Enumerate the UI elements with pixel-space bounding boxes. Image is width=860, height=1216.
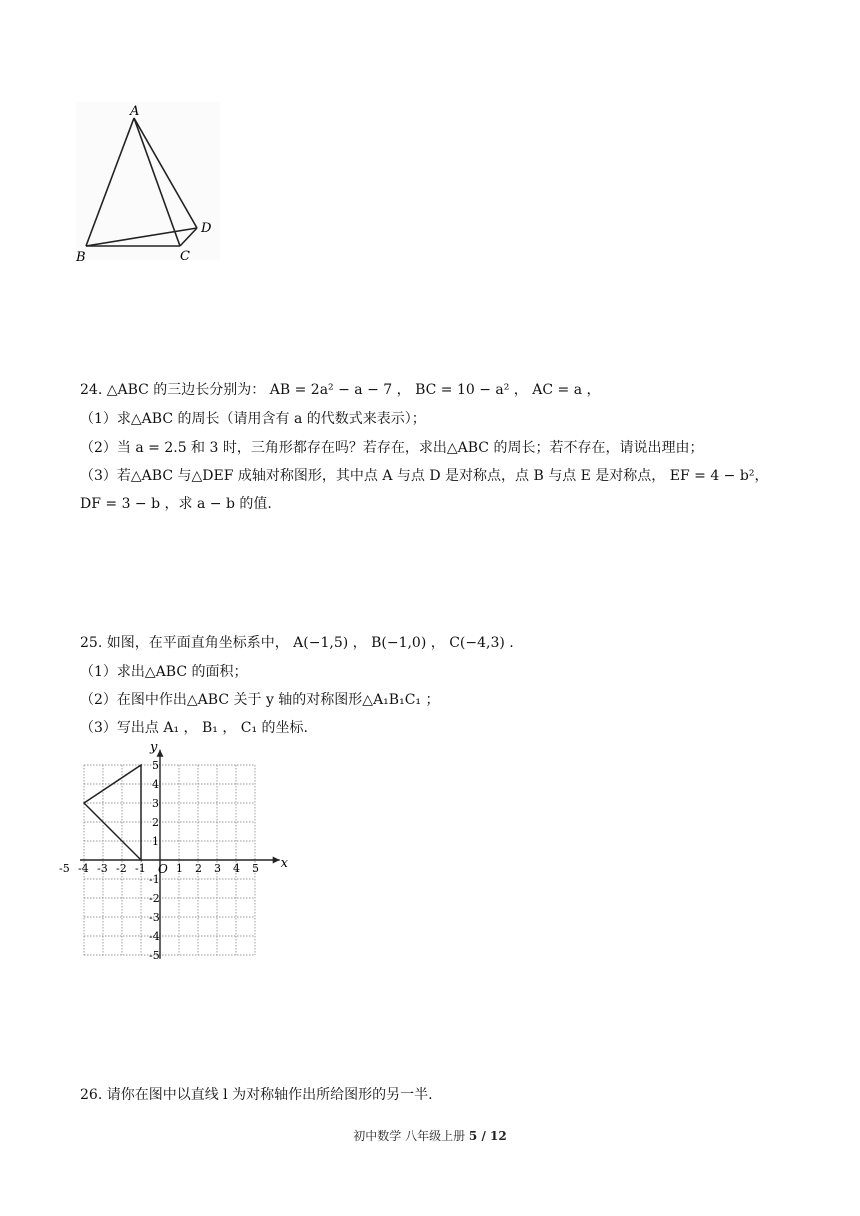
x-tick-label: 1 <box>176 862 183 875</box>
q24-part1: （1）求△ABC 的周长（请用含有 a 的代数式来表示）； <box>80 411 426 427</box>
y-tick-label: 3 <box>152 797 159 810</box>
y-tick-label: -1 <box>149 873 160 886</box>
q24-part3: （3）若△ABC 与△DEF 成轴对称图形，其中点 A 与点 D 是对称点，点 B 与点 E 是对称点， EF = 4 − b²， <box>80 468 769 484</box>
point-label-b: B <box>76 250 86 265</box>
q24-part2: （2）当 a = 2.5 和 3 时，三角形都存在吗？若存在，求出△ABC 的周长；若不存在，请说出理由； <box>80 440 704 456</box>
q25-part1: （1）求出△ABC 的面积； <box>80 664 248 680</box>
footer-course: 初中数学 八年级上册 <box>353 1129 466 1143</box>
y-axis-arrow <box>157 750 164 757</box>
y-tick-label: 1 <box>152 835 159 848</box>
y-tick-label: -3 <box>149 911 160 924</box>
origin-label: O <box>158 862 168 876</box>
point-label-c: C <box>180 249 190 264</box>
y-tick-label: 4 <box>152 778 159 791</box>
q25-part2: （2）在图中作出△ABC 关于 y 轴的对称图形△A₁B₁C₁ ； <box>80 692 440 708</box>
x-tick-label: 2 <box>195 862 202 875</box>
x-axis-label: x <box>280 856 288 871</box>
triangle-figure <box>74 100 224 265</box>
y-axis-label: y <box>150 739 158 755</box>
point-label-a: A <box>130 104 140 119</box>
x-axis-arrow <box>273 857 280 864</box>
q26-stem: 26. 请你在图中以直线 l 为对称轴作出所给图形的另一半. <box>80 1087 433 1103</box>
x-tick-label: -5 <box>59 862 70 875</box>
q25-stem: 25. 如图，在平面直角坐标系中， A(−1,5) ， B(−1,0) ， C(−4,3) . <box>80 635 514 651</box>
y-tick-label: -5 <box>149 949 160 962</box>
q24-part3-cont: DF = 3 − b ，求 a − b 的值. <box>80 496 272 512</box>
x-tick-label: 5 <box>252 862 259 875</box>
y-tick-label: -2 <box>149 892 160 905</box>
x-tick-label: -2 <box>116 862 127 875</box>
coordinate-grid <box>59 739 300 964</box>
x-tick-label: -3 <box>97 862 108 875</box>
y-tick-label: 5 <box>152 759 159 772</box>
point-label-d: D <box>201 221 212 236</box>
y-tick-label: -4 <box>149 930 160 943</box>
x-tick-label: 3 <box>214 862 221 875</box>
x-tick-label: -4 <box>78 862 89 875</box>
q25-part3: （3）写出点 A₁ ， B₁ ， C₁ 的坐标. <box>80 720 309 736</box>
x-tick-label: 4 <box>233 862 240 875</box>
footer-page-number: 5 / 12 <box>468 1129 507 1143</box>
page-footer <box>0 1127 860 1144</box>
y-tick-label: 2 <box>152 816 159 829</box>
q24-stem: 24. △ABC 的三边长分别为： AB = 2a² − a − 7 ， BC = 10 − a² ， AC = a ， <box>80 382 601 398</box>
triangle-abc <box>84 765 141 860</box>
x-tick-label: -1 <box>135 862 146 875</box>
